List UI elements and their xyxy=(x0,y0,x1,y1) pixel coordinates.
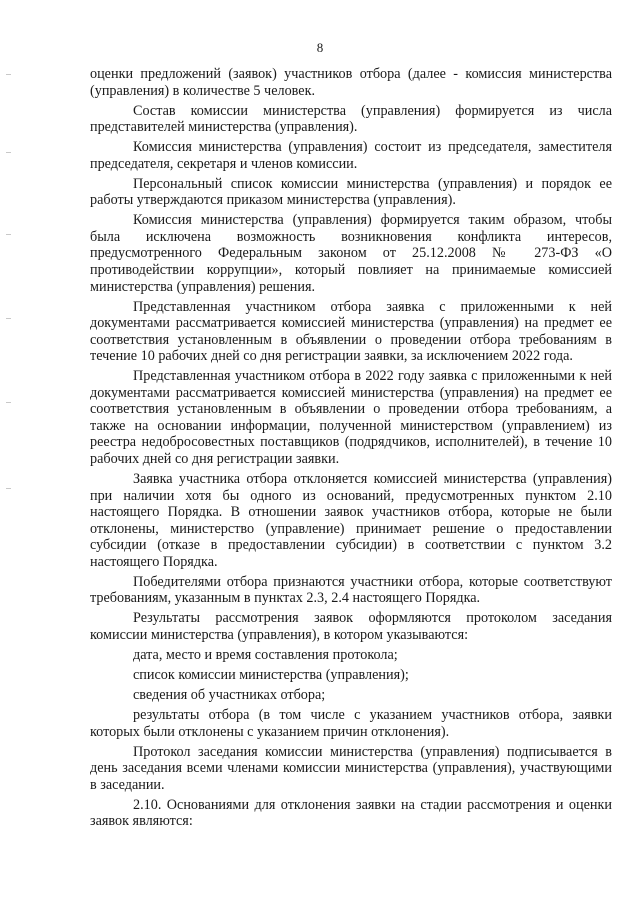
paragraph: Представленная участником отбора заявка с приложенными к ней документами рассматривается комиссией министерства (управления) на предмет ее соответствия установленным в объявлении о проведении отбора требованиям в течение 10 рабочих дней со дня регистрации заявки, за исключением 2022 года. xyxy=(90,298,612,365)
margin-mark xyxy=(6,234,11,235)
margin-mark xyxy=(6,152,11,153)
paragraph: 2.10. Основаниями для отклонения заявки на стадии рассмотрения и оценки заявок являются: xyxy=(90,796,612,830)
list-item: список комиссии министерства (управления); xyxy=(133,667,409,684)
paragraph: Протокол заседания комиссии министерства (управления) подписывается в день заседания всеми членами комиссии министерства (управления), участвующими в заседании. xyxy=(90,743,612,793)
paragraph: Комиссия министерства (управления) формируется таким образом, чтобы была исключена возможность возникновения конфликта интересов, предусмотренного Федеральным законом от 25.12.2008 № 273-ФЗ «О противодействии коррупции», который повлияет на принимаемые комиссией министерства (управления) решения. xyxy=(90,212,612,295)
list-item: дата, место и время составления протокола; xyxy=(133,647,398,664)
paragraph: результаты отбора (в том числе с указанием участников отбора, заявки которых были отклонены с указанием причин отклонения). xyxy=(90,707,612,740)
paragraph: Победителями отбора признаются участники отбора, которые соответствуют требованиям, указанным в пунктах 2.3, 2.4 настоящего Порядка. xyxy=(90,573,612,607)
document-body xyxy=(90,66,612,830)
page-number: 8 xyxy=(316,40,324,55)
list-item: сведения об участниках отбора; xyxy=(133,687,326,704)
margin-mark xyxy=(6,488,11,489)
margin-mark xyxy=(6,74,11,75)
paragraph: Состав комиссии министерства (управления) формируется из числа представителей министерства (управления). xyxy=(90,102,612,136)
scan-margin-marks xyxy=(0,0,20,905)
paragraph: Представленная участником отбора в 2022 году заявка с приложенными к ней документами рассматривается комиссией министерства (управления) на предмет ее соответствия установленным в объявлении о проведении отбора требованиям, а также на основании информации, полученной министерством (управлением) из реестра недобросовестных поставщиков (подрядчиков, исполнителей), в течение 10 рабочих дней со дня регистрации заявки. xyxy=(90,368,612,468)
margin-mark xyxy=(6,402,11,403)
paragraph: оценки предложений (заявок) участников отбора (далее - комиссия министерства (управления) в количестве 5 человек. xyxy=(90,66,612,99)
paragraph: Результаты рассмотрения заявок оформляются протоколом заседания комиссии министерства (управления), в котором указываются: xyxy=(90,610,612,643)
paragraph: Персональный список комиссии министерства (управления) и порядок ее работы утверждаются приказом министерства (управления). xyxy=(90,175,612,209)
paragraph: Комиссия министерства (управления) состоит из председателя, заместителя председателя, секретаря и членов комиссии. xyxy=(90,139,612,172)
margin-mark xyxy=(6,318,11,319)
paragraph: Заявка участника отбора отклоняется комиссией министерства (управления) при наличии хотя бы одного из оснований, предусмотренных пунктом 2.10 настоящего Порядка. В отношении заявок участников отбора, которые не были отклонены, министерство (управление) принимает решение о предоставлении субсидии (отказе в предоставлении субсидии) в соответствии с пунктом 3.2 настоящего Порядка. xyxy=(90,471,612,570)
